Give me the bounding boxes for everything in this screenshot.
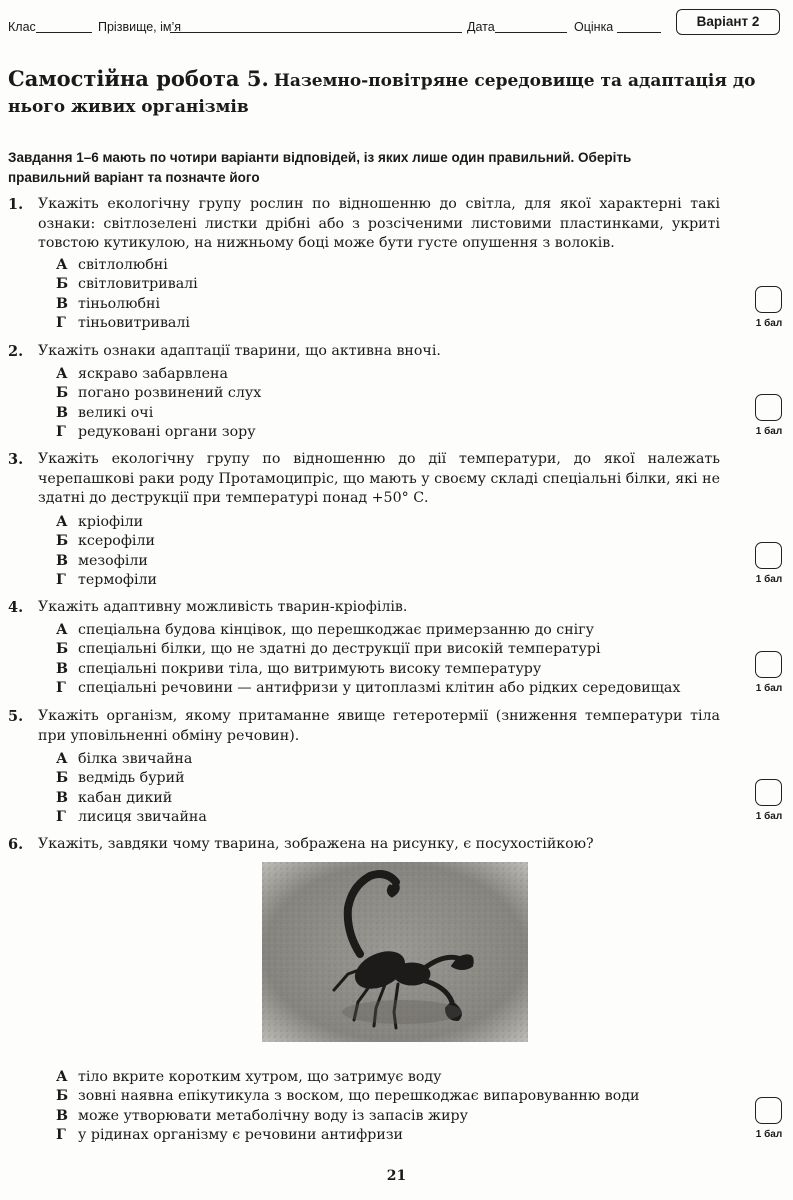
question-6-options xyxy=(56,1068,639,1146)
class-label: Клас xyxy=(8,20,36,34)
class-field[interactable] xyxy=(36,32,92,33)
name-field[interactable] xyxy=(170,32,462,33)
points-label: 1 бал xyxy=(755,318,783,329)
option-v[interactable]: В може утворювати метаболічну воду із запасів жиру xyxy=(56,1107,468,1124)
question-number: 4. xyxy=(8,599,24,616)
question-number: 6. xyxy=(8,836,24,853)
option-b[interactable]: Б ксерофіли xyxy=(56,533,155,550)
option-b[interactable]: Б світловитривалі xyxy=(56,276,198,293)
option-b[interactable]: Б погано розвинений слух xyxy=(56,385,262,402)
question-4 xyxy=(8,598,720,618)
points-label: 1 бал xyxy=(755,574,783,585)
answer-box[interactable] xyxy=(755,542,782,569)
page-title xyxy=(8,66,778,120)
student-info-header xyxy=(8,16,658,36)
grade-field[interactable] xyxy=(617,32,661,33)
score-1 xyxy=(755,286,783,329)
question-5-options xyxy=(56,750,207,828)
question-6 xyxy=(8,835,720,855)
option-a[interactable]: А світлолюбні xyxy=(56,257,168,273)
answer-box[interactable] xyxy=(755,394,782,421)
question-3-options xyxy=(56,513,157,591)
points-label: 1 бал xyxy=(755,426,783,437)
question-2 xyxy=(8,342,720,362)
title-text: Наземно-повітряне середовище та адаптація до нього живих організмів xyxy=(8,71,756,117)
question-1 xyxy=(8,195,720,254)
score-2 xyxy=(755,394,783,437)
grade-label: Оцінка xyxy=(574,20,614,34)
option-a[interactable]: А білка звичайна xyxy=(56,751,193,767)
option-b[interactable]: Б зовні наявна епікутикула з воском, що перешкоджає випаровуванню води xyxy=(56,1088,640,1105)
name-label: Прізвище, ім’я xyxy=(98,20,182,34)
option-g[interactable]: Г спеціальні речовини — антифризи у цитоплазмі клітин або рідких середовищах xyxy=(56,680,681,697)
question-5 xyxy=(8,707,720,746)
question-text: Укажіть екологічну групу по відношенню до дії температури, до якої належать черепашкові раки роду Протамоципріс, що мають у своєму складі спеціальні білки, які не здатні до деструкції при температурі понад +50° С. xyxy=(38,451,720,506)
title-prefix: Самостійна робота 5. xyxy=(8,66,269,91)
score-5 xyxy=(755,779,783,822)
option-g[interactable]: Г лисиця звичайна xyxy=(56,809,207,826)
question-text: Укажіть екологічну групу рослин по відношенню до світла, для якої характерні такі ознаки: світлозелені листки дрібні або з розсіченими листовими пластинками, укриті товстою кутикулою, на нижньому боці може бути густе опушення з волоків. xyxy=(38,196,720,251)
option-v[interactable]: В великі очі xyxy=(56,404,154,421)
answer-box[interactable] xyxy=(755,779,782,806)
answer-box[interactable] xyxy=(755,286,782,313)
points-label: 1 бал xyxy=(755,1129,783,1140)
score-3 xyxy=(755,542,783,585)
points-label: 1 бал xyxy=(755,683,783,694)
option-g[interactable]: Г редуковані органи зору xyxy=(56,424,256,441)
option-a[interactable]: А спеціальна будова кінцівок, що перешкоджає примерзанню до снігу xyxy=(56,622,594,638)
option-v[interactable]: В спеціальні покриви тіла, що витримують високу температуру xyxy=(56,660,542,677)
question-1-options xyxy=(56,256,198,334)
option-v[interactable]: В мезофіли xyxy=(56,552,148,569)
date-field[interactable] xyxy=(495,32,567,33)
option-b[interactable]: Б спеціальні білки, що не здатні до деструкції при високій температурі xyxy=(56,641,601,658)
option-g[interactable]: Г термофіли xyxy=(56,572,158,589)
option-a[interactable]: А кріофіли xyxy=(56,514,144,530)
answer-box[interactable] xyxy=(755,651,782,678)
question-2-options xyxy=(56,365,261,443)
scorpion-image xyxy=(262,862,528,1042)
option-g[interactable]: Г тіньовитривалі xyxy=(56,315,190,332)
question-number: 1. xyxy=(8,196,24,213)
option-v[interactable]: В кабан дикий xyxy=(56,789,173,806)
answer-box[interactable] xyxy=(755,1097,782,1124)
date-label: Дата xyxy=(467,20,495,34)
question-text: Укажіть, завдяки чому тварина, зображена на рисунку, є посухостійкою? xyxy=(38,836,594,852)
score-4 xyxy=(755,651,783,694)
question-number: 3. xyxy=(8,451,24,468)
option-g[interactable]: Г у рідинах організму є речовини антифризи xyxy=(56,1127,404,1144)
option-a[interactable]: А яскраво забарвлена xyxy=(56,366,228,382)
scorpion-photo xyxy=(262,862,528,1042)
option-a[interactable]: А тіло вкрите коротким хутром, що затримує воду xyxy=(56,1069,442,1085)
score-6 xyxy=(755,1097,783,1140)
points-label: 1 бал xyxy=(755,811,783,822)
question-text: Укажіть організм, якому притаманне явище гетеротермії (зниження температури тіла при уповільненні обміну речовин). xyxy=(38,708,720,744)
variant-badge: Варіант 2 xyxy=(676,9,780,35)
question-3 xyxy=(8,450,720,509)
page-number: 21 xyxy=(386,1168,407,1184)
question-text: Укажіть адаптивну можливість тварин-кріофілів. xyxy=(38,599,408,615)
task-instruction: Завдання 1–6 мають по чотири варіанти відповідей, із яких лише один правильний. Оберіть правильний варіант та позначте його xyxy=(8,150,632,185)
option-v[interactable]: В тіньолюбні xyxy=(56,295,161,312)
question-4-options xyxy=(56,621,680,699)
question-number: 2. xyxy=(8,343,24,360)
option-b[interactable]: Б ведмідь бурий xyxy=(56,770,185,787)
question-number: 5. xyxy=(8,708,24,725)
question-text: Укажіть ознаки адаптації тварини, що активна вночі. xyxy=(38,343,441,359)
